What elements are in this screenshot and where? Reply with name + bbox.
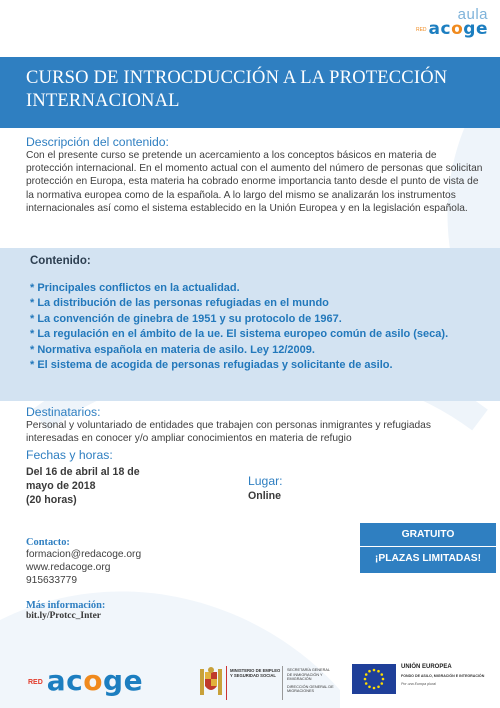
destinatarios-body: Personal y voluntariado de entidades que trabajen con personas inmigrantes y refugiadas interesadas en conocer y/o ampliar conocimientos en materia de refugio — [26, 420, 431, 445]
title-banner — [0, 57, 500, 128]
plazas-limitadas-text: ¡PLAZAS LIMITADAS! — [374, 553, 482, 564]
description-body: Con el presente curso se pretende un acercamiento a los conceptos básicos en materia de protección internacional. En el momento actual con el aumento del número de personas que solicitan protección en Europa, esta materia ha cobrado enorme importancia tanto desde el punto de vista de la normativa europea como de la española. A lo largo del mismo se analizarán los instrumentos internacionales así como el sistema establecido en la Unión Europea y en la legislación española. — [26, 150, 483, 214]
red-acoge-logo — [28, 666, 143, 696]
secretaria-text: SECRETARÍA GENERAL DE INMIGRACIÓN Y EMIGRACIÓN DIRECCIÓN GENERAL DE MIGRACIONES — [282, 666, 336, 700]
list-item: * El sistema de acogida de personas refugiadas y solicitante de asilo. — [30, 359, 393, 372]
gratuito-text: GRATUITO — [360, 523, 496, 547]
eu-fund: FONDO DE ASILO, MIGRACIÓN E INTEGRACIÓN — [401, 674, 485, 678]
fechas-label: Fechas y horas: — [26, 448, 113, 462]
contacto-label: Contacto: — [26, 537, 70, 548]
eu-logo — [352, 664, 492, 702]
mas-info-section — [26, 600, 105, 621]
description-label: Descripción del contenido: — [26, 135, 169, 149]
lugar-label: Lugar: — [248, 474, 283, 488]
gratuito-badge — [360, 523, 496, 573]
logo-acoge-text: acoge — [428, 19, 488, 39]
course-title: CURSO DE INTROCDUCCIÓN A LA PROTECCIÓN INTERNACIONAL — [26, 68, 448, 111]
fechas-section — [26, 448, 216, 507]
lugar-value: Online — [248, 490, 281, 502]
contact-web-link[interactable]: www.redacoge.org — [26, 562, 111, 573]
logo-red-text: RED — [415, 27, 427, 33]
contenido-panel — [0, 248, 500, 401]
aula-acoge-logo — [416, 8, 488, 38]
eu-title: UNIÓN EUROPEA — [401, 664, 452, 670]
contact-email-link[interactable]: formacion@redacoge.org — [26, 549, 142, 560]
destinatarios-section — [26, 405, 486, 445]
destinatarios-label: Destinatarios: — [26, 405, 101, 419]
eu-motto: Por una Europa plural — [401, 682, 436, 687]
contact-phone: 915633779 — [26, 575, 77, 586]
list-item: * La convención de ginebra de 1951 y su protocolo de 1967. — [30, 312, 342, 325]
red-acoge-acoge-text: acoge — [46, 664, 144, 697]
ministerio-text: MINISTERIO DE EMPLEO Y SEGURIDAD SOCIAL — [226, 666, 282, 700]
eu-flag-icon — [352, 664, 396, 694]
mas-info-label: Más información: — [26, 600, 106, 611]
list-item: * La regulación en el ámbito de la ue. El sistema europeo común de asilo (seca). — [30, 328, 449, 341]
list-item: * La distribución de las personas refugiadas en el mundo — [30, 297, 329, 310]
ministerio-logo — [196, 666, 338, 700]
lugar-section — [248, 474, 283, 502]
footer-logos — [0, 656, 500, 708]
eu-text — [396, 664, 484, 702]
spain-coat-of-arms-icon — [196, 666, 226, 700]
contenido-list — [30, 281, 476, 373]
list-item: * Normativa española en materia de asilo. Ley 12/2009. — [30, 343, 315, 356]
mas-info-link[interactable]: bit.ly/Protcc_Inter — [26, 611, 102, 621]
fechas-value: Del 16 de abril al 18 de mayo de 2018 (20 horas) — [26, 466, 140, 506]
red-acoge-red-text: RED — [28, 679, 43, 686]
logo-aula-text: aula — [457, 6, 488, 23]
contenido-title: Contenido: — [30, 255, 91, 267]
description-section — [26, 135, 486, 215]
contacto-section — [26, 537, 141, 587]
list-item: * Principales conflictos en la actualidad. — [30, 282, 240, 294]
